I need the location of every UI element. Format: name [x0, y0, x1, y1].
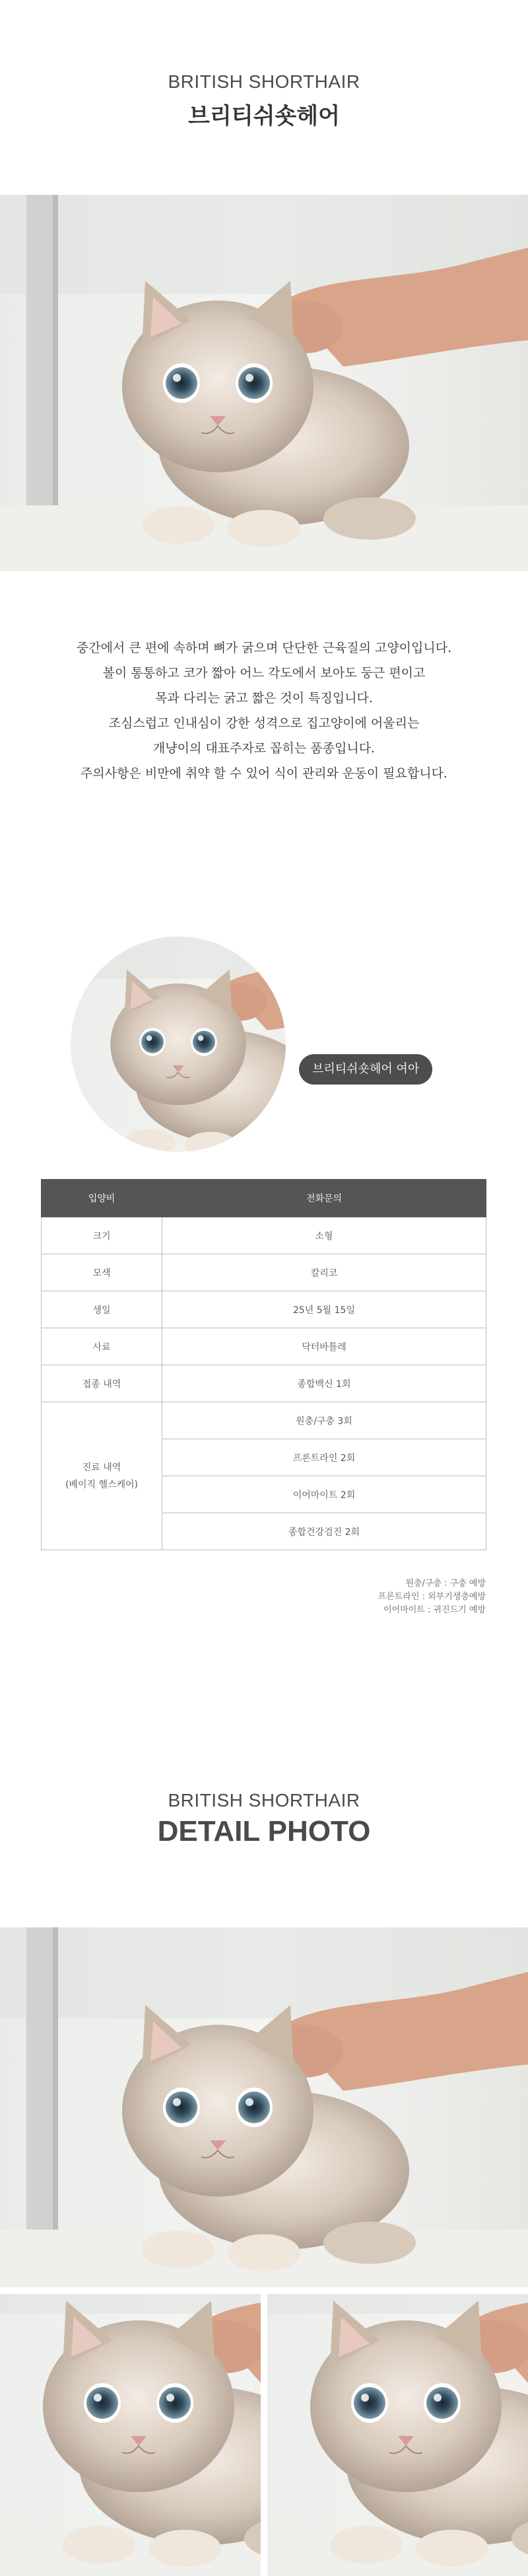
breed-description — [0, 635, 528, 786]
detail-photo-right — [267, 2294, 528, 2576]
table-row — [42, 1328, 486, 1365]
price-value: 전화문의 — [162, 1180, 486, 1217]
price-label: 입양비 — [42, 1180, 162, 1217]
breed-korean-title: 브리티쉬숏헤어 — [188, 103, 340, 129]
detail-photo-left — [0, 2294, 261, 2576]
note-line: 프론트라인 : 외부기생충예방 — [378, 1592, 486, 1602]
row-label: 생일 — [42, 1291, 162, 1328]
description-line: 볼이 통통하고 코가 짧아 어느 각도에서 보아도 둥근 편이고 — [102, 666, 426, 680]
row-label: 모색 — [42, 1254, 162, 1291]
table-row — [42, 1291, 486, 1328]
note-line: 이어마이트 : 귀진드기 예방 — [383, 1605, 486, 1615]
kitten-name-badge: 브리티쉬숏헤어 여아 — [299, 1054, 432, 1085]
row-label: 접종 내역 — [42, 1365, 162, 1402]
description-line: 목과 다리는 굵고 짧은 것이 특징입니다. — [155, 691, 373, 705]
table-row — [42, 1365, 486, 1402]
description-line: 조심스럽고 인내심이 강한 성격으로 집고양이에 어울리는 — [108, 716, 420, 731]
breed-english-title: BRITISH SHORTHAIR — [168, 71, 360, 92]
row-value: 25년 5월 15일 — [162, 1291, 486, 1328]
detail-photo-main — [0, 1927, 528, 2287]
row-label: 크기 — [42, 1217, 162, 1254]
description-line: 주의사항은 비만에 취약 할 수 있어 식이 관리와 운동이 필요합니다. — [81, 766, 447, 781]
table-header-row — [42, 1180, 486, 1217]
row-value: 칼리코 — [162, 1254, 486, 1291]
detail-photo-title: DETAIL PHOTO — [157, 1815, 371, 1847]
detail-english-title: BRITISH SHORTHAIR — [168, 1790, 360, 1810]
row-value: 닥터바틀레 — [162, 1328, 486, 1365]
table-row — [42, 1254, 486, 1291]
treatment-item: 이어마이트 2회 — [162, 1476, 486, 1513]
treatment-label-line1: 진료 내역 — [82, 1462, 121, 1473]
row-value: 종합백신 1회 — [162, 1365, 486, 1402]
row-label: 사료 — [42, 1328, 162, 1365]
treatment-item: 프론트라인 2회 — [162, 1439, 486, 1476]
treatment-label-line2: (베이직 헬스케어) — [65, 1479, 139, 1490]
info-table — [41, 1179, 486, 1550]
table-row — [42, 1217, 486, 1254]
note-line: 원충/구충 : 구충 예방 — [405, 1579, 486, 1589]
row-value: 소형 — [162, 1217, 486, 1254]
description-line: 중간에서 큰 편에 속하며 뼈가 굵으며 단단한 근육질의 고양이입니다. — [76, 641, 452, 655]
hero-kitten-photo — [0, 195, 528, 571]
info-table-wrapper — [41, 1179, 486, 1550]
treatment-notes — [378, 1577, 486, 1617]
treatment-item: 종합건강검진 2회 — [162, 1513, 486, 1550]
treatment-item: 원충/구충 3회 — [162, 1402, 486, 1439]
profile-kitten-photo — [71, 937, 286, 1152]
table-row — [42, 1402, 486, 1439]
description-line: 개냥이의 대표주자로 꼽히는 품종입니다. — [152, 741, 376, 756]
treatment-label — [42, 1402, 162, 1550]
